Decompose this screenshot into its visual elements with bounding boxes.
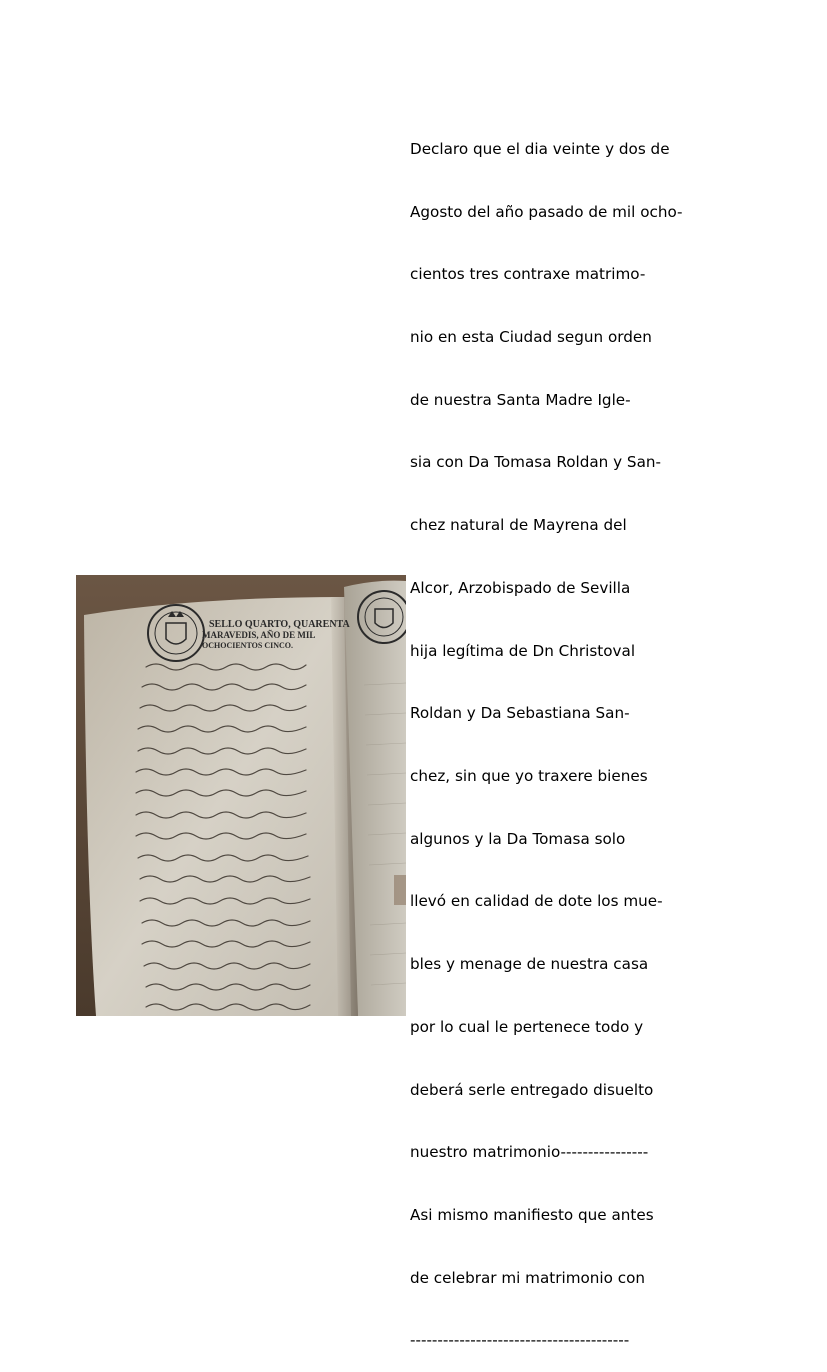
left-page bbox=[84, 597, 351, 1016]
stamp-line: SELLO QUARTO, QUARENTA bbox=[209, 619, 350, 630]
transcription-line: Declaro que el dia veinte y dos de bbox=[410, 139, 670, 158]
transcription-line: chez, sin que yo traxere bienes bbox=[410, 767, 648, 785]
transcription-line: llevó en calidad de dote los mue- bbox=[410, 892, 663, 911]
manuscript-photo bbox=[76, 575, 406, 1016]
stamp-line: MARAVEDIS, AÑO DE MIL bbox=[202, 630, 316, 640]
transcription-line: Agosto del año pasado de mil ocho- bbox=[410, 202, 683, 221]
transcription-line: chez natural de Mayrena del bbox=[410, 516, 627, 535]
transcription-line: nuestro matrimonio---------------- bbox=[410, 1143, 649, 1162]
transcription-line: bles y menage de nuestra casa bbox=[410, 955, 649, 974]
transcription-line: de celebrar mi matrimonio con bbox=[410, 1268, 646, 1287]
transcription-line: cientos tres contraxe matrimo- bbox=[410, 265, 646, 284]
stamp-line: OCHOCIENTOS CINCO. bbox=[202, 641, 293, 650]
transcription-text bbox=[410, 97, 750, 1372]
transcription-line: por lo cual le pertenece todo y bbox=[410, 1017, 644, 1036]
transcription-line: deberá serle entregado disuelto bbox=[410, 1080, 654, 1099]
transcription-line: sia con Da Tomasa Roldan y San- bbox=[410, 453, 661, 472]
transcription-line: de nuestra Santa Madre Igle- bbox=[410, 390, 631, 409]
page-edge bbox=[394, 875, 406, 905]
manuscript-photo-drawing bbox=[76, 575, 406, 1016]
transcription-line: Asi mismo manifiesto que antes bbox=[410, 1206, 654, 1225]
transcription-line: Alcor, Arzobispado de Sevilla bbox=[410, 578, 631, 597]
transcription-line: Roldan y Da Sebastiana San- bbox=[410, 704, 630, 723]
transcription-line: algunos y la Da Tomasa solo bbox=[410, 829, 626, 848]
transcription-line: hija legítima de Dn Christoval bbox=[410, 641, 636, 660]
transcription-line: ---------------------------------------- bbox=[410, 1331, 630, 1350]
transcription-line: nio en esta Ciudad segun orden bbox=[410, 327, 652, 346]
